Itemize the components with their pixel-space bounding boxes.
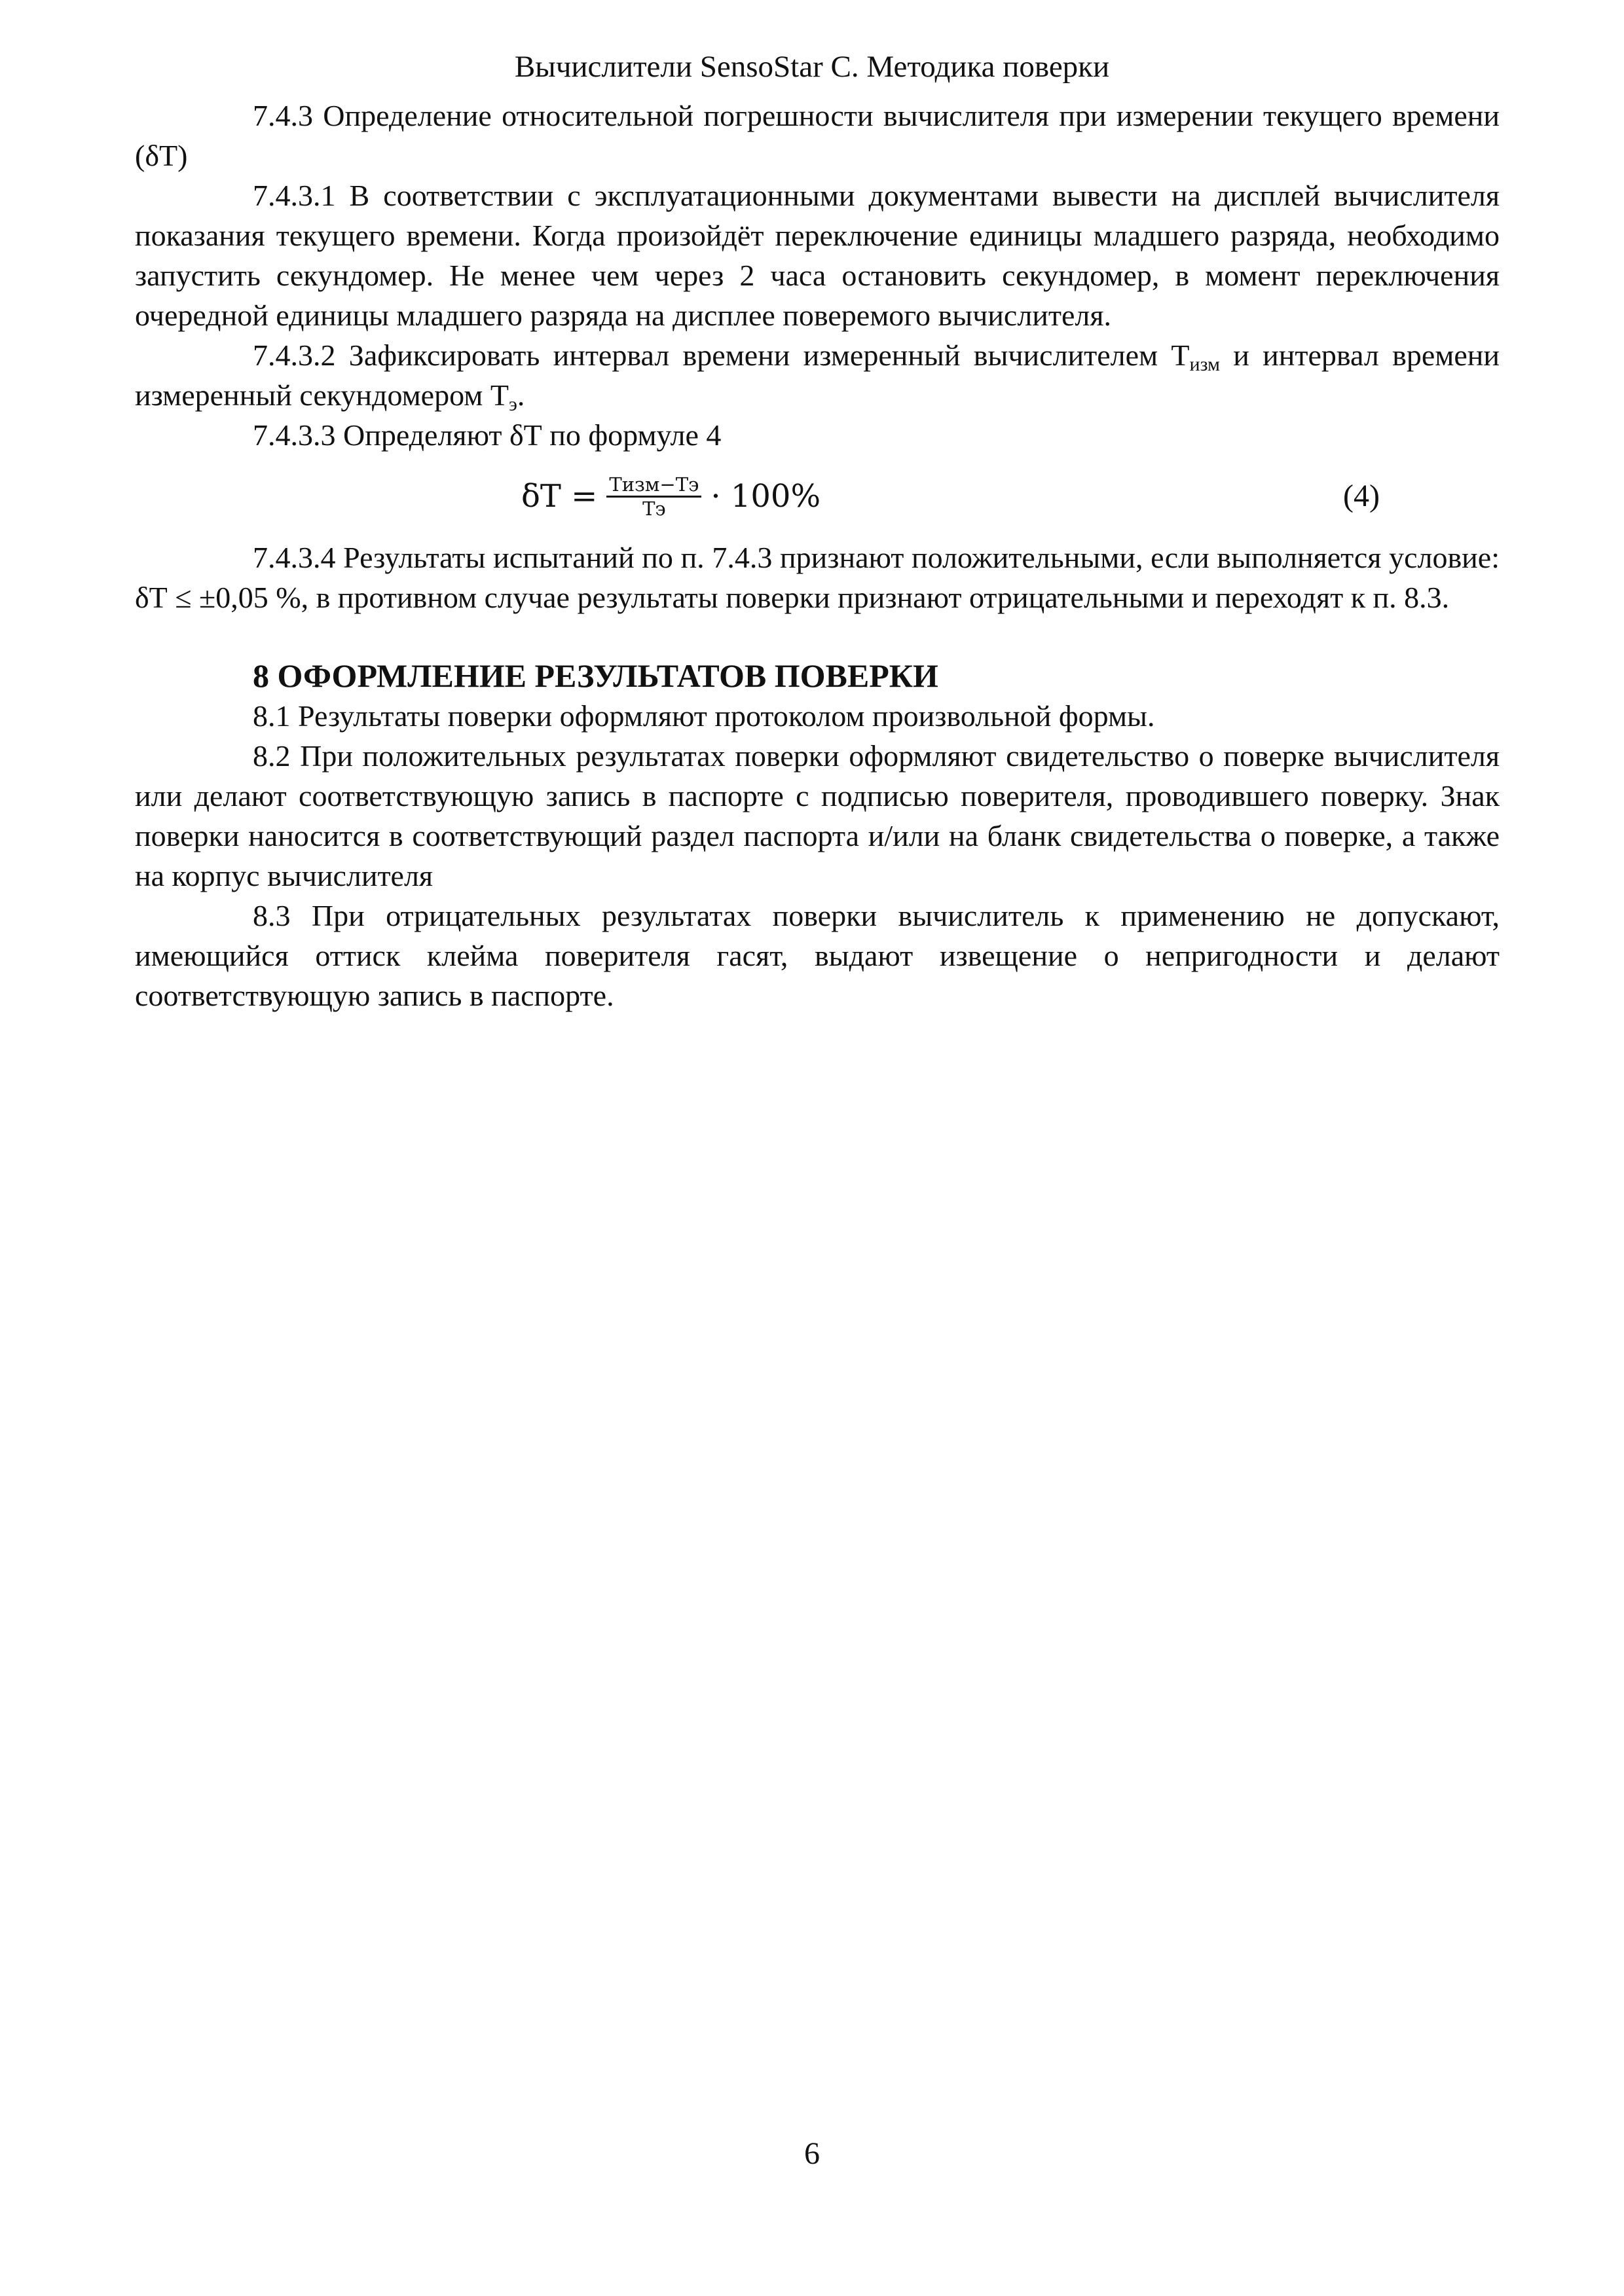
paragraph-7-4-3-2-text-b: и интервал времени измеренный секундомером Т: [135, 338, 1500, 412]
page-number: 6: [804, 2136, 820, 2171]
paragraph-7-4-3-2-text-c: .: [517, 378, 525, 412]
paragraph-7-4-3-2-text-a: 7.4.3.2 Зафиксировать интервал времени измеренный вычислителем Т: [253, 338, 1190, 372]
paragraph-8-1: 8.1 Результаты поверки оформляют протоколом произвольной формы.: [253, 699, 1155, 733]
running-header: Вычислители SensoStar C. Методика поверки: [514, 50, 1110, 84]
formula-denominator: Tэ: [642, 497, 666, 520]
formula-lhs: δT =: [521, 477, 598, 515]
formula-expression: [521, 467, 821, 526]
paragraph-7-4-3-3: 7.4.3.3 Определяют δТ по формуле 4: [253, 418, 722, 452]
subscript-izm: изм: [1189, 354, 1221, 375]
paragraph-8-3: 8.3 При отрицательных результатах поверки вычислитель к применению не допускают, имеющийся оттиск клейма поверителя гасят, выдают извещение о непригодности и делают соответствующую запись в паспорте.: [135, 899, 1500, 1012]
formula-rhs: · 100%: [710, 477, 821, 515]
section-7-4-3-title: 7.4.3 Определение относительной погрешности вычислителя при измерении текущего времени (δТ): [135, 99, 1500, 172]
formula-fraction: [606, 473, 701, 520]
document-body: [135, 96, 1500, 1015]
formula-4: [135, 458, 1500, 535]
paragraph-7-4-3-4: 7.4.3.4 Результаты испытаний по п. 7.4.3 признают положительными, если выполняется условие: δТ ≤ ±0,05 %, в противном случае результаты поверки признают отрицательными и переходят к п. 8.3.: [135, 541, 1500, 614]
paragraph-7-4-3-1: 7.4.3.1 В соответствии с эксплуатационными документами вывести на дисплей вычислителя показания текущего времени. Когда произойдёт переключение единицы младшего разряда, необходимо запустить секундомер. Не менее чем через 2 часа остановить секундомер, в момент переключения очередной единицы младшего разряда на дисплее поверемого вычислителя.: [135, 179, 1500, 332]
section-8-heading: 8 ОФОРМЛЕНИЕ РЕЗУЛЬТАТОВ ПОВЕРКИ: [253, 657, 938, 694]
subscript-e: э: [508, 393, 517, 415]
formula-numerator: Tизм−Tэ: [606, 473, 701, 498]
paragraph-7-4-3-2: [135, 335, 1500, 415]
formula-number: (4): [1343, 479, 1380, 513]
paragraph-8-2: 8.2 При положительных результатах поверки оформляют свидетельство о поверке вычислителя или делают соответствующую запись в паспорте с подписью поверителя, проводившего поверку. Знак поверки наносится в соответствующий раздел паспорта и/или на бланк свидетельства о поверке, а также на корпус вычислителя: [135, 739, 1500, 892]
